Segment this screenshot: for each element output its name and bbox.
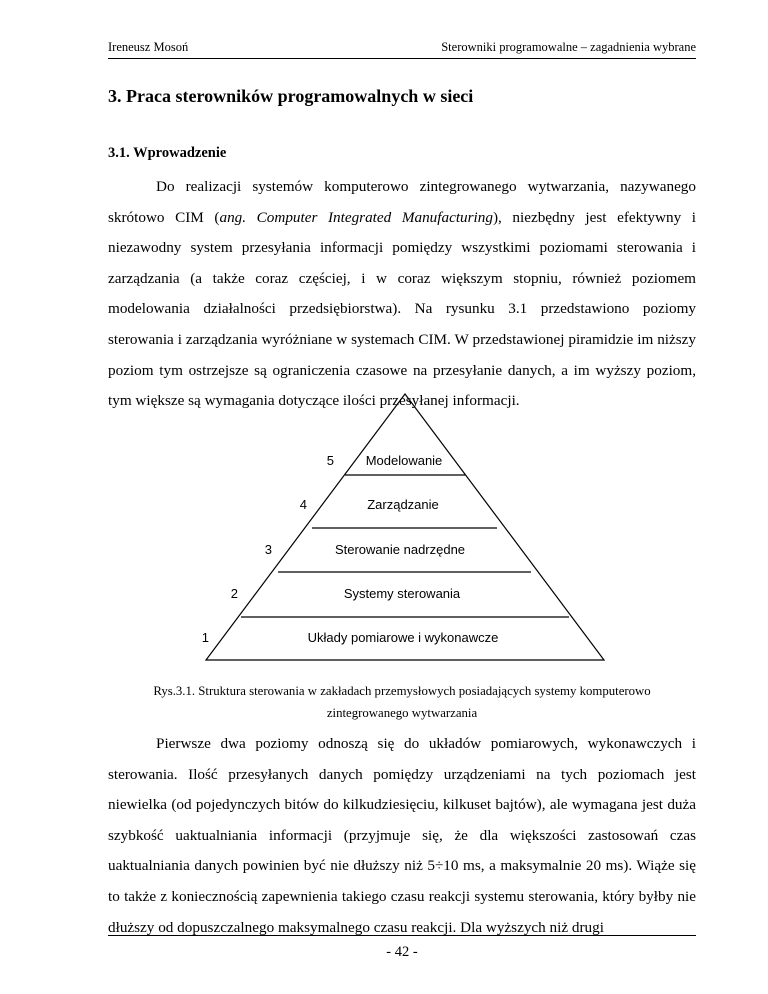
- level-4-label: Zarządzanie: [367, 497, 439, 512]
- caption-line-1: Rys.3.1. Struktura sterowania w zakładach przemysłowych posiadających systemy komputerowo: [153, 684, 651, 698]
- level-1-number: 1: [201, 630, 209, 645]
- section-heading: 3.1. Wprowadzenie: [108, 145, 227, 161]
- header-author: Ireneusz Mosoń: [108, 40, 189, 54]
- running-header: [108, 40, 696, 59]
- intro-text-start: Do realizacji systemów komputerowo zintegrowanego wytwarzania, nazywanego skrótowo CIM (: [108, 178, 696, 226]
- page-number: - 42 -: [386, 944, 418, 960]
- level-5-label: Modelowanie: [365, 453, 443, 468]
- intro-text-italic: ang. Computer Integrated Manufacturing: [219, 208, 493, 226]
- level-3-number: 3: [264, 542, 272, 557]
- body-paragraph: Pierwsze dwa poziomy odnoszą się do układów pomiarowych, wykonawczych i sterowania. Ilość przesyłanych danych pomiędzy urządzeniami na tych poziomach jest niewielka (od pojedynczych bitów do kilkudziesięciu, kilkuset bajtów), ale wymagana jest duża szybkość uaktualniania informacji (przyjmuje się, że dla większości zastosowań czas uaktualniania danych powinien być nie dłuższy niż 5÷10 ms, a maksymalnie 20 ms). Wiąże się to także z koniecznością zapewnienia takiego czasu reakcji systemu sterowania, który byłby nie dłuższy od dopuszczalnego maksymalnego czasu reakcji. Dla wyższych niż drugi: [108, 735, 696, 936]
- level-1-label: Układy pomiarowe i wykonawcze: [307, 630, 499, 645]
- level-3-label: Sterowanie nadrzędne: [334, 542, 466, 557]
- caption-line-2: zintegrowanego wytwarzania: [326, 706, 478, 720]
- pyramid-figure: [190, 388, 610, 666]
- level-5-number: 5: [326, 453, 334, 468]
- pyramid-outline: [206, 394, 604, 660]
- level-2-label: Systemy sterowania: [343, 586, 461, 601]
- pyramid-diagram: [190, 388, 610, 666]
- chapter-heading: 3. Praca sterowników programowalnych w sieci: [108, 86, 474, 106]
- level-2-number: 2: [230, 586, 238, 601]
- level-4-number: 4: [299, 497, 307, 512]
- intro-paragraph: [108, 172, 696, 417]
- figure-caption: [108, 680, 696, 724]
- footer-rule: [108, 935, 696, 936]
- intro-text-end: ), niezbędny jest efektywny i niezawodny system przesyłania informacji pomiędzy wszystkimi poziomami sterowania i zarządzania (a także coraz częściej, i w coraz większym stopniu, również poziomem modelowania działalności przedsiębiorstwa). Na rysunku 3.1 przedstawiono poziomy sterowania i zarządzania wyróżniane w systemach CIM. W przedstawionej piramidzie im niższy poziom tym ostrzejsze są ograniczenia czasowe na przesyłanie danych, a im wyższy poziom, tym większe są wymagania dotyczące ilości przesyłanej informacji.: [108, 208, 696, 410]
- header-title: Sterowniki programowalne – zagadnienia wybrane: [441, 40, 696, 54]
